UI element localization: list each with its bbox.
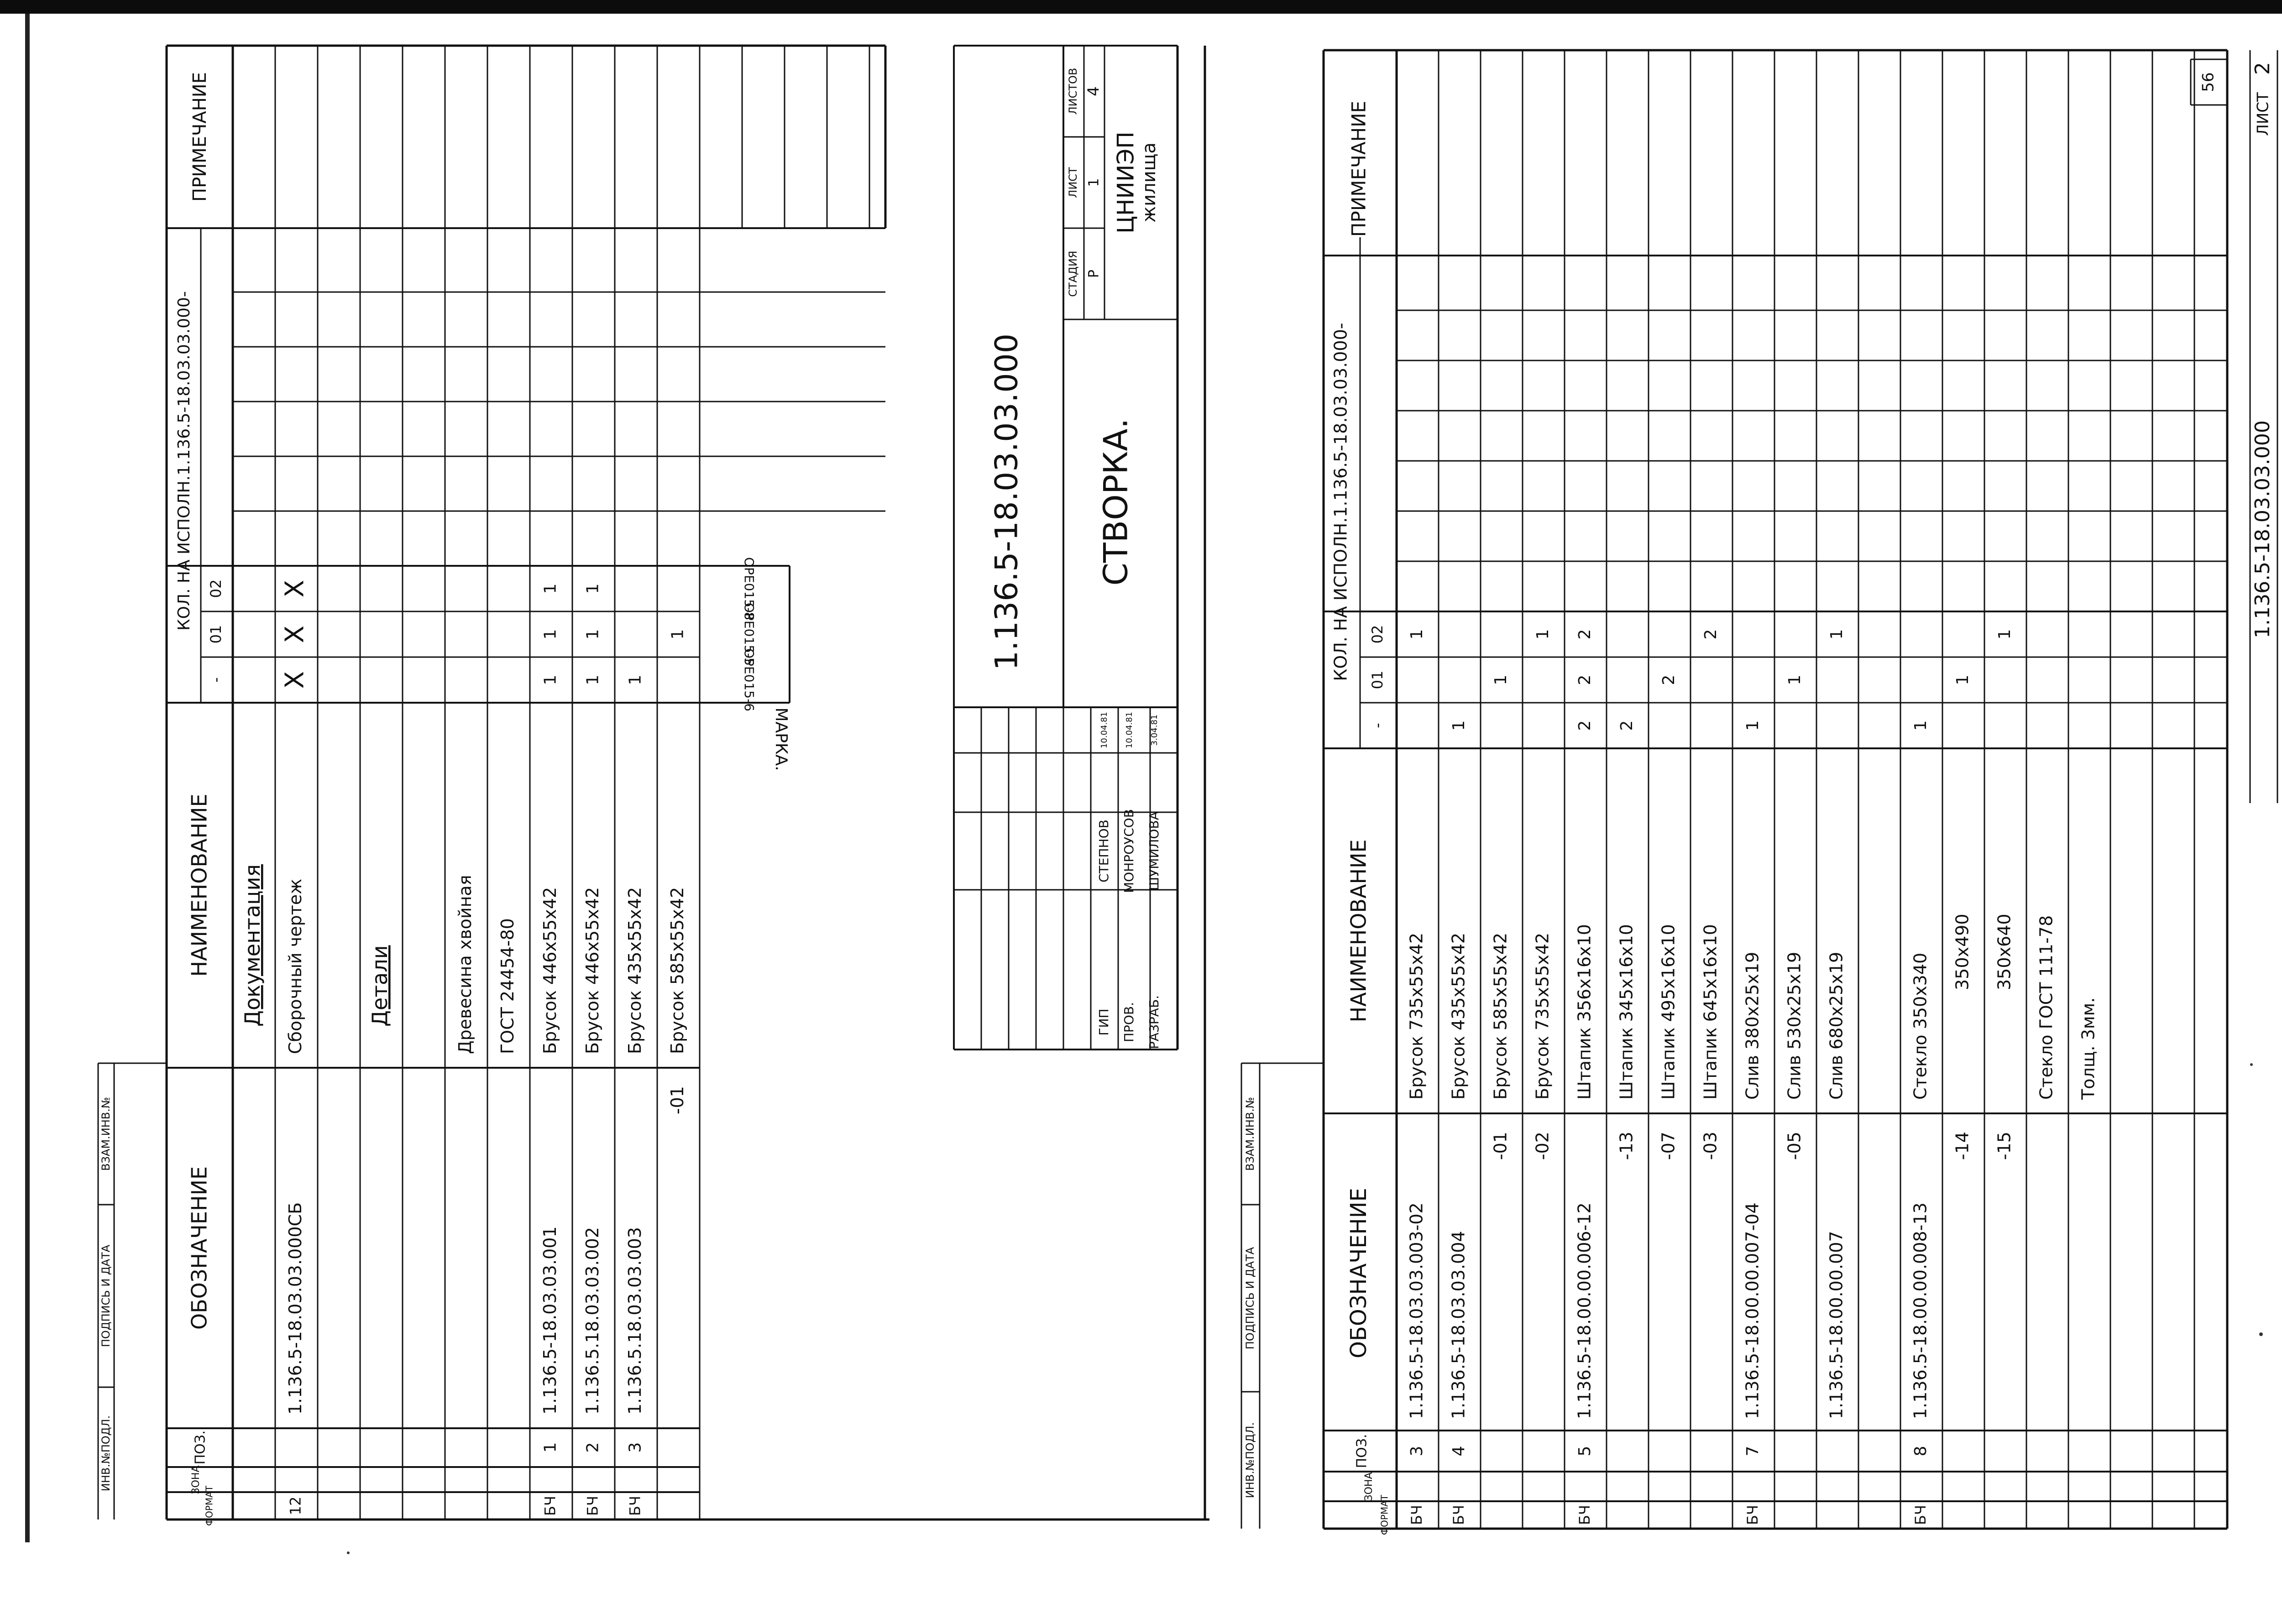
row-qty-1: 1: [668, 629, 687, 640]
row-qty-1: X: [280, 625, 310, 643]
row-pos: 8: [1911, 1446, 1930, 1457]
scan-speck: [347, 1551, 350, 1554]
row-name: Слив 380х25х19: [1742, 951, 1763, 1100]
row-heading-name: Детали: [367, 945, 392, 1027]
header-designation: ОБОЗНАЧЕНИЕ: [1346, 1188, 1371, 1358]
row-format: БЧ: [1744, 1505, 1761, 1525]
row-name: Слив 680х25х19: [1826, 951, 1847, 1100]
marka-value: ОРЕ015-5: [742, 603, 757, 666]
header-name: НАИМЕНОВАНИЕ: [1346, 839, 1371, 1023]
row-pos: 3: [1408, 1446, 1426, 1457]
row-qty-0: 2: [1617, 720, 1636, 731]
row-name: Брусок 435х55х42: [625, 887, 645, 1054]
signer-role: РАЗРАБ.: [1146, 995, 1162, 1050]
row-qty-1: 1: [1953, 674, 1972, 685]
row-name: Брусок 446х55х42: [540, 887, 560, 1054]
title-sheets-header: ЛИСТОВ: [1067, 68, 1079, 115]
row-qty-1: 1: [583, 629, 602, 640]
signer-date: 3.04.81: [1150, 714, 1159, 746]
header-name: НАИМЕНОВАНИЕ: [187, 794, 212, 977]
row-format: 12: [287, 1496, 304, 1515]
row-name: Штапик 356х16х10: [1574, 924, 1595, 1100]
row-qty-1: 2: [1575, 674, 1594, 685]
title-sheet-header: ЛИСТ: [1067, 167, 1079, 198]
row-qty-2: 1: [583, 583, 602, 594]
header-qty-title: КОЛ. НА ИСПОЛН.1.136.5-18.03.03.000-: [175, 291, 194, 631]
header-qty-col-0: -: [207, 677, 225, 683]
row-designation: 1.136.5-18.03.03.000СБ: [285, 1202, 305, 1415]
row-designation: -01: [1490, 1132, 1511, 1160]
row-qty-2: X: [280, 580, 310, 598]
header-designation: ОБОЗНАЧЕНИЕ: [187, 1166, 212, 1330]
header-qty-col-2: 02: [207, 579, 225, 598]
row-qty-2: 1: [1534, 629, 1552, 640]
right-specification-sheet: [1205, 0, 2282, 1624]
row-qty-0: 1: [583, 674, 602, 685]
header-qty-col-1: 01: [207, 625, 225, 644]
signer-date: 10.04.81: [1125, 711, 1134, 749]
marka-label: МАРКА.: [772, 707, 790, 771]
row-name: Древесина хвойная: [455, 875, 475, 1054]
signer-date: 10.04.81: [1099, 711, 1109, 749]
row-qty-2: 2: [1575, 629, 1594, 640]
footer-code: 1.136.5-18.03.03.000: [2251, 420, 2274, 638]
row-name: Брусок 585х55х42: [667, 887, 687, 1054]
title-name: СТВОРКА.: [1096, 418, 1135, 586]
row-qty-1: 1: [1785, 674, 1804, 685]
row-designation: 1.136.5.18.03.03.002: [582, 1227, 602, 1415]
row-format: БЧ: [541, 1496, 559, 1516]
row-pos: 4: [1450, 1446, 1468, 1457]
sheet-number: 2: [2251, 62, 2274, 75]
row-qty-2: 2: [1701, 629, 1720, 640]
row-pos: 1: [541, 1442, 560, 1453]
header-qty-col-1: 01: [1369, 670, 1386, 689]
row-pos: 2: [583, 1442, 602, 1453]
row-name: 350х640: [1994, 914, 2015, 990]
row-qty-1: 1: [541, 629, 560, 640]
scan-speck: [2250, 1063, 2253, 1066]
row-format: БЧ: [1576, 1505, 1593, 1525]
row-qty-2: 1: [1995, 629, 2014, 640]
marka-value: ОРЕ015-8: [742, 557, 757, 620]
row-designation: 1.136.5-18.03.03.003-02: [1406, 1202, 1427, 1419]
row-name: 350х490: [1952, 914, 1973, 990]
row-qty-2: 1: [1408, 629, 1426, 640]
row-name: Штапик 345х16х10: [1616, 924, 1637, 1100]
row-designation: 1.136.5-18.03.03.001: [540, 1226, 560, 1415]
row-name: Толщ. 3мм.: [2078, 997, 2099, 1100]
side-stamp-replace-label: ВЗАМ.ИНВ.№: [99, 1097, 112, 1171]
row-name: Штапик 645х16х10: [1700, 924, 1721, 1100]
header-pos: ПОЗ.: [192, 1430, 209, 1465]
row-qty-0: X: [280, 671, 310, 689]
row-pos: 5: [1575, 1446, 1594, 1457]
side-stamp-sign-label: ПОДПИСЬ И ДАТА: [99, 1244, 112, 1347]
header-note: ПРИМЕЧАНИЕ: [189, 72, 210, 202]
signer-role: ПРОВ.: [1121, 1002, 1136, 1043]
row-format: БЧ: [1912, 1505, 1929, 1525]
side-stamp-inv-label: ИНВ.№ПОДЛ.: [99, 1415, 112, 1492]
header-format: ФОРМАТ: [1379, 1494, 1390, 1535]
header-note: ПРИМЕЧАНИЕ: [1347, 100, 1370, 237]
row-heading-name: Документация: [240, 864, 265, 1027]
title-stage-value: Р: [1086, 269, 1102, 278]
row-name: Брусок 435х55х42: [1448, 932, 1469, 1100]
row-qty-0: 2: [1575, 720, 1594, 731]
row-name: Штапик 495х16х10: [1658, 924, 1679, 1100]
row-designation: -01: [667, 1086, 687, 1115]
row-name: Брусок 446х55х42: [582, 887, 602, 1054]
row-name: ГОСТ 24454-80: [497, 918, 518, 1054]
row-designation: -14: [1952, 1132, 1973, 1160]
sheet-label: ЛИСТ: [2254, 92, 2272, 136]
header-zone: ЗОНА: [190, 1465, 202, 1494]
row-qty-0: 1: [1911, 720, 1930, 731]
title-code: 1.136.5-18.03.03.000: [989, 333, 1025, 671]
row-designation: -13: [1616, 1132, 1637, 1160]
header-qty-title: КОЛ. НА ИСПОЛН.1.136.5-18.03.03.000-: [1330, 323, 1351, 681]
scan-speck: [2259, 1332, 2263, 1336]
row-name: Брусок 585х55х42: [1490, 932, 1511, 1100]
side-stamp-inv-label: ИНВ.№ПОДЛ.: [1244, 1422, 1256, 1499]
row-designation: 1.136.5.18.03.03.003: [625, 1227, 645, 1415]
page-mark: 56: [2199, 72, 2218, 92]
signer-name: СТЕПНОВ: [1096, 820, 1111, 882]
row-designation: -07: [1658, 1132, 1679, 1160]
title-sheets-value: 4: [1084, 86, 1103, 96]
signer-name: МОНРОУСОВ: [1121, 809, 1136, 893]
row-qty-0: 1: [541, 674, 560, 685]
side-stamp-sign-label: ПОДПИСЬ И ДАТА: [1244, 1247, 1256, 1350]
row-format: БЧ: [584, 1496, 602, 1516]
header-pos: ПОЗ.: [1354, 1434, 1370, 1468]
row-pos: 3: [626, 1442, 645, 1453]
title-sheet-value: 1: [1086, 178, 1102, 187]
signer-role: ГИП: [1096, 1008, 1111, 1036]
signer-name: ШУМИЛОВА: [1146, 811, 1162, 891]
row-designation: 1.136.5-18.00.00.008-13: [1910, 1202, 1931, 1419]
row-designation: 1.136.5-18.03.03.004: [1448, 1231, 1469, 1419]
header-format: ФОРМАТ: [204, 1485, 215, 1526]
row-name: Стекло ГОСТ 111-78: [2036, 915, 2057, 1100]
row-qty-2: 1: [541, 583, 560, 594]
row-designation: -15: [1994, 1132, 2015, 1160]
row-designation: -02: [1532, 1132, 1553, 1160]
row-format: БЧ: [1450, 1505, 1467, 1525]
row-qty-0: 1: [1450, 720, 1468, 731]
row-qty-0: 1: [1743, 720, 1762, 731]
row-name: Сборочный чертеж: [285, 878, 305, 1054]
row-name: Стекло 350х340: [1910, 952, 1931, 1100]
row-qty-2: 1: [1827, 629, 1846, 640]
row-format: БЧ: [1408, 1505, 1425, 1525]
title-org-line1: ЦНИИЭП: [1112, 131, 1139, 234]
row-format: БЧ: [626, 1496, 644, 1516]
side-stamp-replace-label: ВЗАМ.ИНВ.№: [1244, 1097, 1256, 1171]
row-designation: -05: [1784, 1132, 1805, 1160]
header-qty-col-0: -: [1369, 723, 1386, 728]
row-qty-0: 1: [626, 674, 645, 685]
row-qty-1: 1: [1492, 674, 1510, 685]
row-name: Брусок 735х55х42: [1532, 932, 1553, 1100]
row-designation: -03: [1700, 1132, 1721, 1160]
title-org-line2: жилища: [1139, 142, 1160, 223]
row-qty-1: 2: [1659, 674, 1678, 685]
header-qty-col-2: 02: [1369, 625, 1386, 644]
row-name: Слив 530х25х19: [1784, 951, 1805, 1100]
row-name: Брусок 735х55х42: [1406, 932, 1427, 1100]
title-stage-header: СТАДИЯ: [1067, 251, 1079, 297]
row-designation: 1.136.5-18.00.00.006-12: [1574, 1202, 1595, 1419]
row-designation: 1.136.5-18.00.00.007: [1826, 1231, 1847, 1419]
marka-value: ОРЕ015-6: [742, 648, 757, 711]
row-pos: 7: [1743, 1446, 1762, 1457]
header-zone: ЗОНА: [1363, 1472, 1375, 1501]
row-designation: 1.136.5-18.00.00.007-04: [1742, 1202, 1763, 1419]
